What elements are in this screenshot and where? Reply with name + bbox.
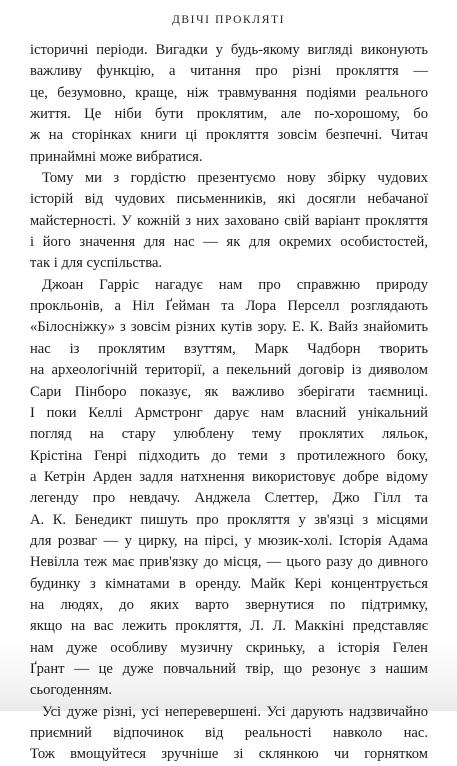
- text-line: приємний відпочинок від реальності навколо нас.: [30, 725, 428, 741]
- paragraph-3: [30, 275, 428, 702]
- paragraph-4: [30, 702, 428, 766]
- text-line: Ґрант — це дуже повчальний твір, що резонує з нашим: [30, 660, 428, 677]
- text-line: майстерності. У кожній з них заховано свій варіант прокляття: [30, 212, 428, 229]
- text-line: нам дуже особливу музичну скриньку, а історія Гелен: [30, 639, 428, 656]
- text-line: життя. Це ніби бути проклятим, але по-хорошому, бо: [30, 106, 428, 123]
- text-line: І поки Келлі Армстронг дарує нам власний унікальний: [30, 404, 428, 421]
- text-line: Тому ми з гордістю презентуємо нову збірку чудових: [42, 170, 428, 187]
- text-line: Невілла теж має прив'язку до місця, — цього разу до дивного: [30, 554, 428, 571]
- text-line: на археологічній території, а пекельний договір із дияволом: [30, 362, 428, 379]
- text-line: Усі дуже різні, усі неперевершені. Усі дарують надзвичайно: [42, 703, 428, 720]
- text-line: для розваг — у цирку, на пірсі, у мюзик-холі. Історія Адама: [30, 532, 428, 549]
- text-line: так і для суспільства.: [30, 255, 163, 272]
- text-line: історій від чудових письменників, які досягли небачаної: [30, 191, 428, 208]
- text-line: легенду про невдачу. Анджела Слеттер, Джо Гілл та: [30, 490, 428, 507]
- text-line: погляд на стару улюблену тему проклятих ляльок,: [30, 426, 428, 443]
- text-line: сьогоденням.: [30, 682, 113, 699]
- text-line: і його значення для нас — як для окремих особистостей,: [30, 234, 428, 251]
- text-line: це, безумовно, краще, ніж травмування подіями реального: [30, 84, 428, 101]
- text-line: Крістіна Генрі підходить до теми з протилежного боку,: [30, 447, 428, 464]
- text-line: ж на сторінках книги ці прокляття зовсім безпечні. Читач: [30, 127, 428, 144]
- paragraph-1: [30, 40, 428, 168]
- paragraph-2: [30, 168, 428, 275]
- text-line: Тож вмощуйтеся зручніше зі склянкою чи горнятком: [30, 746, 428, 763]
- text-line: А. К. Бенедикт пишуть про прокляття у зв'язці з місцями: [30, 511, 428, 528]
- text-line: будинку з кімнатами в оренду. Майк Кері концентрується: [30, 575, 428, 592]
- text-line: на людях, до яких варто звернутися по підтримку,: [30, 596, 428, 613]
- text-line: важливу функцію, а читання про різні прокляття —: [30, 63, 428, 80]
- text-line: а Кетрін Арден задля натхнення використовує добре відому: [30, 468, 428, 485]
- text-line: принаймні може вибратися.: [30, 148, 203, 165]
- body-text: [30, 40, 428, 766]
- text-line: «Білосніжку» з зовсім різних кутів зору. Е. К. Вайз знайомить: [30, 319, 428, 336]
- text-line: Сари Пінборо показує, як важливо зберігати таємниці.: [30, 383, 428, 400]
- text-line: історичні періоди. Вигадки у будь-якому вигляді виконують: [30, 42, 428, 58]
- text-line: якщо на вас лежить прокляття, Л. Л. Маккіні представляє: [30, 618, 428, 635]
- text-line: прокльонів, а Ніл Ґейман та Лора Перселл розглядають: [30, 298, 428, 315]
- text-line: Джоан Гарріс нагадує нам про справжню природу: [42, 276, 428, 293]
- text-line: нас із проклятим взуттям, Марк Чадборн творить: [30, 340, 428, 357]
- running-head: ДВІЧІ ПРОКЛЯТІ: [171, 14, 286, 26]
